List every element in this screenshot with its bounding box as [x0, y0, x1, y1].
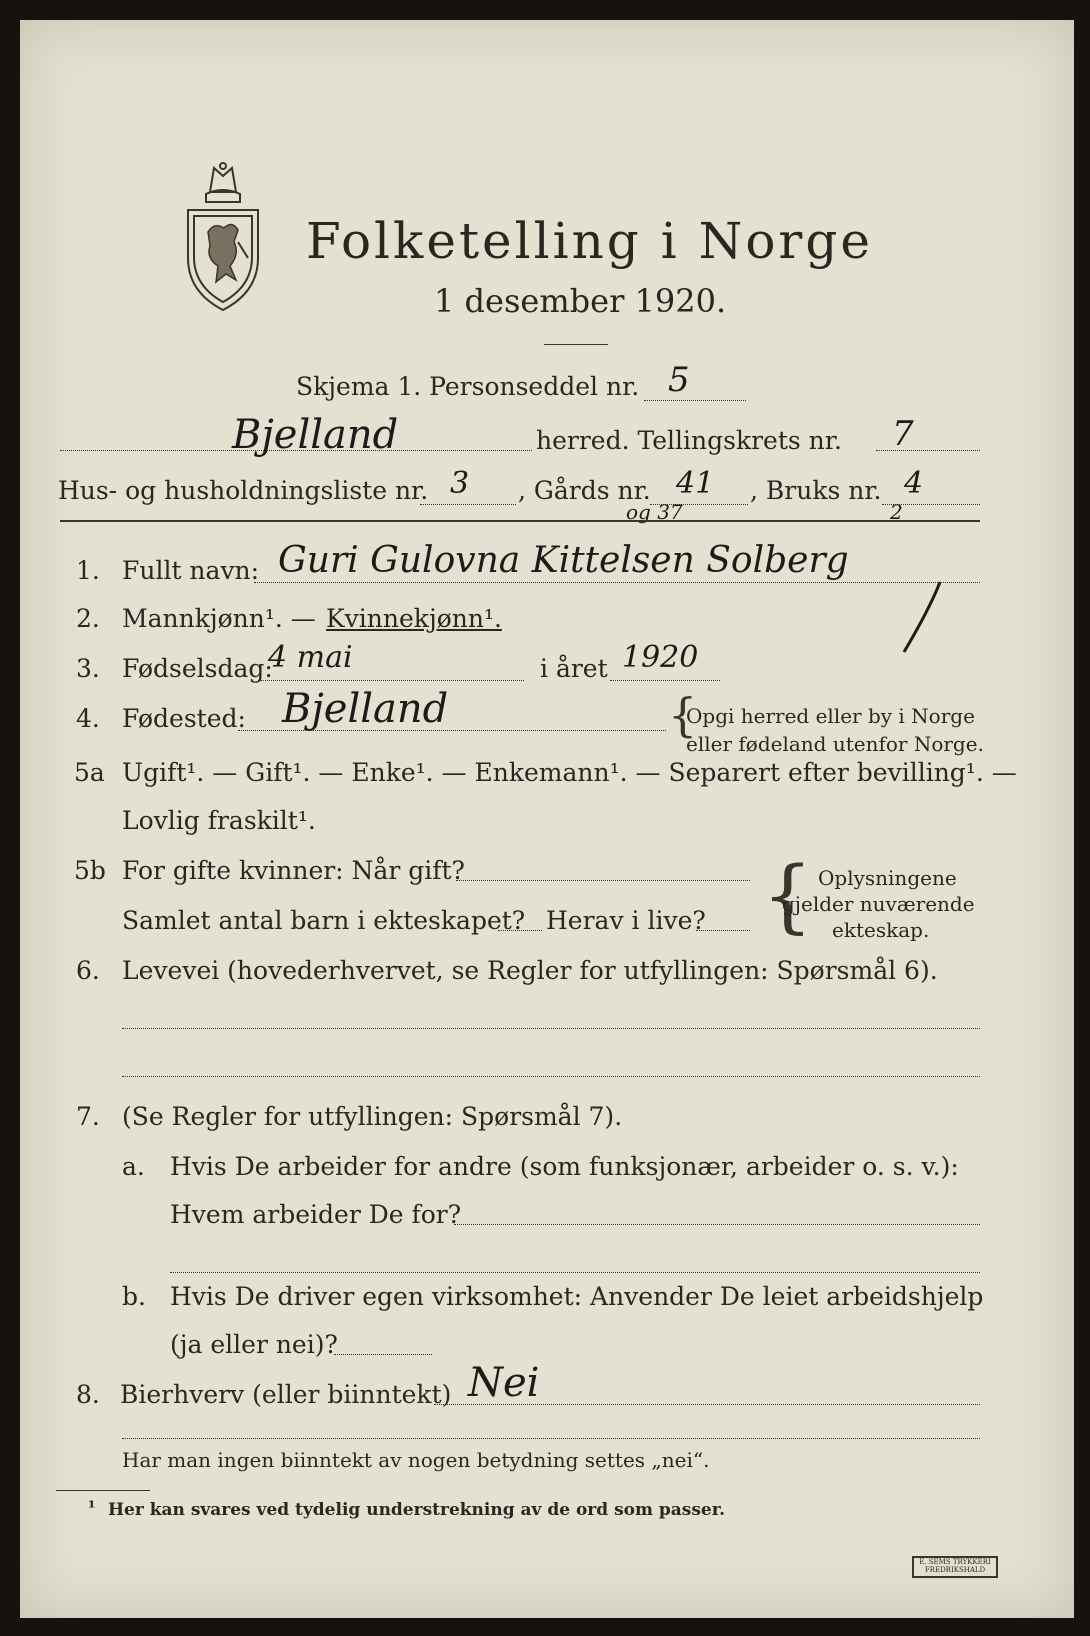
spm7a-label: Hvis De arbeider for andre (som funksjonær, arbeider o. s. v.): [170, 1152, 959, 1181]
fodselsdag-label: Fødselsdag: [122, 654, 273, 683]
fodested-label: Fødested: [122, 704, 246, 733]
bierhverv-value: Nei [468, 1360, 540, 1406]
fodested-value: Bjelland [282, 686, 449, 732]
title-divider [544, 344, 608, 345]
herred-label: herred. Tellingskrets nr. [536, 426, 842, 455]
coat-of-arms-icon [180, 162, 266, 314]
printer-stamp: E. SEMS TRYKKERI FREDRIKSHALD [912, 1556, 998, 1578]
bruks-extra-value: 2 [890, 500, 903, 524]
oplysningene-note-1: Oplysningene [818, 866, 957, 890]
bruks-nr-value: 4 [904, 466, 924, 501]
footnote-text: Her kan svares ved tydelig understrekning av de ord som passer. [108, 1500, 726, 1520]
antal-barn-label: Samlet antal barn i ekteskapet? [122, 906, 526, 935]
gards-nr-value: 41 [676, 466, 715, 501]
header-divider [60, 520, 980, 522]
sivilstand-options: Ugift¹. — Gift¹. — Enke¹. — Enkemann¹. — Separert efter bevilling¹. — [122, 758, 1017, 787]
fodested-note-1: Opgi herred eller by i Norge [686, 704, 975, 728]
handwritten-stroke [890, 578, 950, 658]
mannkjonn-option: Mannkjønn¹. — [122, 604, 316, 633]
gards-label: , Gårds nr. [518, 476, 651, 505]
fullt-navn-value: Guri Gulovna Kittelsen Solberg [278, 540, 849, 581]
fodested-note-2: eller fødeland utenfor Norge. [686, 732, 984, 756]
form-date: 1 desember 1920. [434, 282, 727, 320]
fullt-navn-label: Fullt navn: [122, 556, 260, 585]
herred-value: Bjelland [232, 412, 399, 458]
census-form: Folketelling i Norge 1 desember 1920. Skjema 1. Personseddel nr. 5 Bjelland herred. Tellingskrets nr. 7 Hus- og husholdningsliste nr. 3 , Gårds nr. 41 , Bruks nr. 4 og 37 2 1. Fullt navn: Guri Gulovna Kittelsen Solberg 2. Mannkjønn¹. — Kvinnekjønn¹. 3. Fødselsdag: 4 mai i året 1920 4. Fødested: Bjelland { Opgi herred eller by i Norge eller fødeland utenfor Norge. 5a Ugift¹. — Gift¹. — Enke¹. — Enkemann¹. — Separert efter bevilling¹. — Lovlig fraskilt¹. 5b For gifte kvinner: Når gift? Samlet antal barn i ekteskapet? Herav i live? { Oplysningene gjelder nuværende ekteskap. 6. Levevei (hovederhvervet, se Regler for utfyllingen: Spørsmål 6). 7. (Se Regler for utfyllingen: Spørsmål 7). a. Hvis De arbeider for andre (som funksjonær, arbeider o. s. v.): Hvem arbeider De for? b. Hvis De driver egen virksomhet: Anvender De leiet arbeidshjelp (ja eller nei)? 8. Bierhverv (eller biinntekt) Nei Har man ingen biinntekt av nogen betydning settes „nei“. ¹ Her kan svares ved tydelig understrekning av de ord som passer. E. SEMS TRYKKERI FREDRIKSHALD [20, 20, 1074, 1618]
oplysningene-note-2: gjelder nuværende [782, 892, 975, 916]
aaret-value: 1920 [622, 640, 699, 675]
sivilstand-options-2: Lovlig fraskilt¹. [122, 806, 316, 835]
form-title: Folketelling i Norge [306, 212, 873, 270]
gards-extra-value: og 37 [626, 500, 683, 524]
bierhverv-label: Bierhverv (eller biinntekt) [120, 1380, 452, 1409]
naar-gift-label: For gifte kvinner: Når gift? [122, 856, 465, 885]
hus-label: Hus- og husholdningsliste nr. [58, 476, 429, 505]
kvinnekjonn-option: Kvinnekjønn¹. [326, 604, 502, 633]
fodselsdag-value: 4 mai [268, 640, 353, 675]
tellingskrets-nr-value: 7 [892, 414, 914, 454]
bruks-label: , Bruks nr. [750, 476, 882, 505]
herav-i-live-label: Herav i live? [546, 906, 706, 935]
skjema-label: Skjema 1. Personseddel nr. [296, 372, 640, 401]
personseddel-nr-value: 5 [668, 360, 690, 400]
biinntekt-note: Har man ingen biinntekt av nogen betydning settes „nei“. [122, 1448, 710, 1472]
footnote-mark: ¹ [88, 1498, 96, 1518]
spm7b-label: Hvis De driver egen virksomhet: Anvender De leiet arbeidshjelp [170, 1282, 984, 1311]
levevei-label: Levevei (hovederhvervet, se Regler for utfyllingen: Spørsmål 6). [122, 956, 938, 985]
spm7-label: (Se Regler for utfyllingen: Spørsmål 7). [122, 1102, 623, 1131]
hvem-arbeider-label: Hvem arbeider De for? [170, 1200, 462, 1229]
ja-eller-nei-label: (ja eller nei)? [170, 1330, 338, 1359]
oplysningene-note-3: ekteskap. [832, 918, 930, 942]
aaret-label: i året [540, 654, 608, 683]
hus-nr-value: 3 [450, 466, 470, 501]
